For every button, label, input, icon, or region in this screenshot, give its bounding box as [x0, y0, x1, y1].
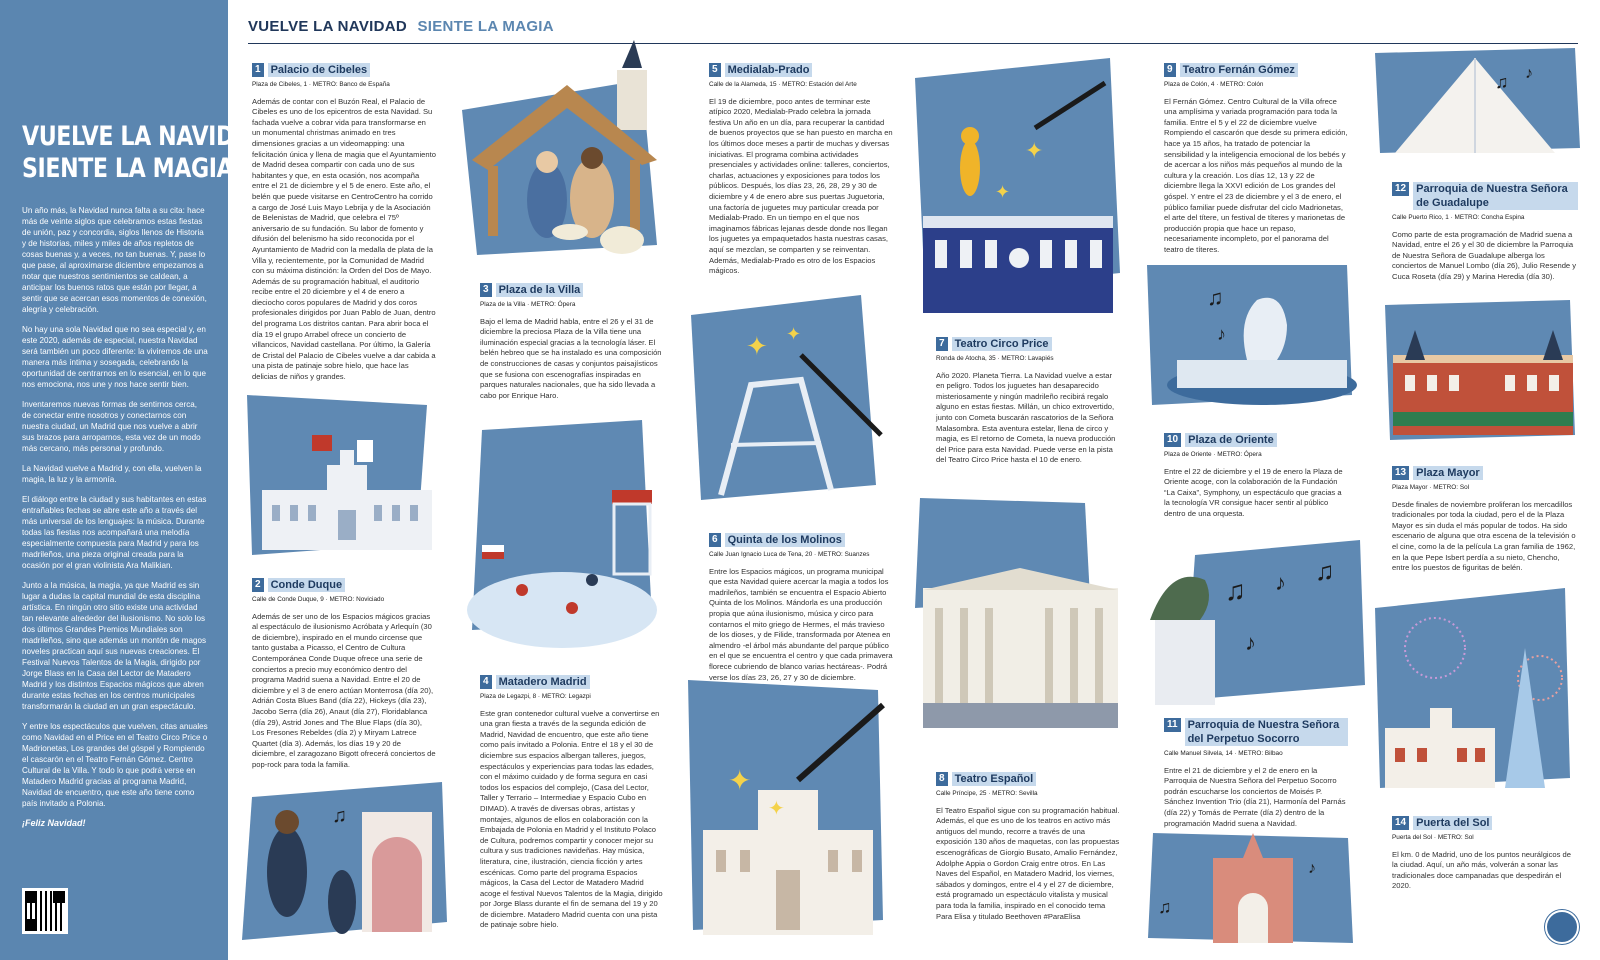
wand-building-icon — [688, 680, 895, 938]
section-name: Teatro Circo Price — [952, 337, 1052, 351]
section-text: Entre los Espacios mágicos, un programa municipal que esta Navidad quiere acercar la magia a todos los madrileños, también se encuentra el Espacio Abierto Quinta de los Molinos. Mándorla es una producción propia que aúna ilusionismo, música y circo para contarnos el mito griego de Hermes, el más travieso de los dioses, y de Filide, transformada por Atenea en almendro -el árbol más abundante del parque público en el que se encuentra el centro y que cada primavera florece cubriendo de blanco varias hectáreas-. Podrá verse los días 23, 26, 27 y 30 de diciembre. — [709, 566, 893, 682]
theatre-facade-icon — [915, 498, 1125, 730]
plaza-oriente-illustration — [1147, 265, 1372, 410]
section-address: Calle Puerto Rico, 1 · METRO: Concha Espina — [1392, 214, 1525, 221]
section-address: Calle de la Alameda, 15 · METRO: Estación del Arte — [709, 81, 857, 88]
svg-text:✦: ✦ — [1025, 138, 1044, 163]
section-address: Calle Manuel Silvela, 14 · METRO: Bilbao — [1164, 750, 1283, 757]
section-address: Calle de Conde Duque, 9 · METRO: Noviciado — [252, 596, 385, 603]
section-name: Teatro Español — [952, 772, 1037, 786]
guadalupe-illustration — [1375, 48, 1585, 160]
section-number: 4 — [480, 675, 492, 689]
section-number: 7 — [936, 337, 948, 351]
market-building-icon — [1385, 300, 1583, 450]
svg-text:♫: ♫ — [1158, 897, 1172, 917]
church-facade-icon — [1148, 833, 1363, 943]
section-name: Puerta del Sol — [1413, 816, 1492, 830]
section-name: Conde Duque — [268, 578, 346, 592]
svg-text:✦: ✦ — [746, 331, 768, 361]
statue-music-icon — [1147, 265, 1372, 410]
svg-text:♫: ♫ — [1225, 575, 1246, 606]
sidebar-paragraph: El diálogo entre la ciudad y sus habitantes en estas entrañables fechas se abre este año a través del más universal de los lenguajes: la música. Durante todas las fiestas nos acompañará una melodía especialmente compuesta para Madrid y para los madrileños, una pieza original creada para la ocasión por el gran violinista Ara Malikian. — [22, 495, 207, 570]
section-title — [1164, 63, 1348, 77]
nativity-scene-icon — [452, 20, 672, 268]
section-3 — [480, 283, 664, 401]
section-address: Ronda de Atocha, 35 · METRO: Lavapiés — [936, 355, 1054, 362]
section-text: El 19 de diciembre, poco antes de terminar este atípico 2020, Medialab-Prado celebra la jornada festiva Un año en un día, para recuperar la cantidad de buenos proyectos que se han puesto en marcha en los últimos doce meses a partir de muchas y diversas iniciativas. El programa combina actividades presenciales y actividades online: talleres, conciertos, charlas, actuaciones y exposiciones para todos los públicos. Después, los días 23, 26, 28, 29 y 30 de diciembre y 4 de enero abre sus puertas Juguetoria, una factoría de juguetes muy particular creada por Medialab-Prado. En un tiempo en el que nos imaginamos fábricas lejanas desde donde nos llegan los juguetes ya empaquetados hasta nuestras casas, aquí se mezclan, se comparten y se reinventan. Además, Medialab-Prado es otro de los Espacios mágicos. — [709, 96, 893, 276]
qr-code-icon — [25, 891, 65, 931]
section-12 — [1392, 182, 1578, 283]
cibeles-palace-illustration — [242, 395, 447, 565]
section-name: Plaza de la Villa — [496, 283, 584, 297]
svg-text:✦: ✦ — [786, 324, 802, 344]
section-text: Año 2020. Planeta Tierra. La Navidad vuelve a estar en peligro. Todos los juguetes han desaparecido misteriosamente y ningún madrileño recibirá regalo alguno en estas fiestas. Millán, un chico extrovertido, junto con Cometa buscarán rascatorios de la Señora Malasombra. Esta aventura estelar, llena de circo y magia, es El retorno de Cometa, la nueva producción del Price para esta Navidad. Puede verse en la pista del Teatro Circo Price hasta el 10 de enero. — [936, 370, 1116, 465]
section-text: Además de contar con el Buzón Real, el Palacio de Cibeles es uno de los epicentros de esta Navidad. Su fachada vuelve a cobrar vida para transformarse en un monumental christmas animado en tres dimensiones gracias a un videomapping: una felicitación única y llena de magia que el Ayuntamiento de Madrid desea compartir con cada uno de sus habitantes y que, en esta ocasión, nos acompaña entre el 21 de diciembre y el 5 de enero. Este año, el belén que puede visitarse en CentroCentro ha corrido a cargo de José Luis Mayo Lebrija y de la Asociación de Belenistas de Madrid, que celebra el 75º aniversario de su fundación. Su labor de fomento y difusión del belenismo ha sido reconocida por el Ayuntamiento de Madrid con la medalla de plata de la Villa y, recientemente, por la Comunidad de Madrid con su máxima distinción: la Orden del Dos de Mayo. Además de su programación habitual, el auditorio recibe entre el 20 diciembre y el 4 de enero a dieciocho coros populares de Madrid y dos coros profesionales dirigidos por Juan Pablo de Juan, dentro del programa Los distritos cantan. Para abrir boca el día 19 el grupo Arrabel ofrece un concierto de villancicos, Navidad castellana. Por último, la Galería de Cristal del Palacio de Cibeles vuelve a dar cabida a una pista de patinaje sobre hielo, que hace las delicias de niños y grandes. — [252, 96, 436, 382]
intro-sidebar — [0, 0, 277, 960]
section-name: Parroquia de Nuestra Señora de Guadalupe — [1413, 182, 1578, 210]
sidebar-title-line1: VUELVE LA NAVIDAD, — [22, 121, 277, 152]
svg-text:♫: ♫ — [1495, 72, 1509, 92]
circus-building-icon — [915, 58, 1125, 316]
section-number: 13 — [1392, 466, 1409, 480]
skating-rink-illustration — [462, 420, 672, 655]
section-title — [480, 283, 664, 297]
section-5 — [709, 63, 893, 277]
section-text: Además de ser uno de los Espacios mágicos gracias al espectáculo de ilusionismo Acróbata y Arlequín (30 de diciembre), inspirado en el mundo circense que tanto gustaba a Picasso, el Centro de Cultura Contemporánea Conde Duque ofrece una serie de conciertos a precio muy económico dentro del programa Madrid suena a Navidad. Entre el 20 de diciembre y el 3 de enero actúan Monterrosa (día 20), Adrián Costa Blues Band (día 22), Hickeys (día 23), Jacobo Serra (día 26), Anaut (día 27), Floridablanca (día 29), Astrid Jones and The Blue Flaps (día 30), Los Fresones Rebeldes (día 2) y Miryam Latrece Quartet (día 3). Además, los días 19 y 20 de diciembre, el zaragozano Bigott ofrecerá conciertos de pop-rock para toda la familia. — [252, 611, 436, 769]
section-14 — [1392, 816, 1578, 892]
section-13 — [1392, 466, 1578, 574]
section-name: Parroquia de Nuestra Señora del Perpetuo Socorro — [1185, 718, 1348, 746]
quinta-molinos-illustration — [688, 680, 895, 938]
fireworks-tree-icon — [1375, 588, 1585, 796]
section-number: 8 — [936, 772, 948, 786]
section-name: Plaza de Oriente — [1185, 433, 1277, 447]
teatro-espanol-illustration — [915, 498, 1125, 730]
magic-wand-tower-icon — [691, 295, 886, 505]
section-title — [252, 578, 436, 592]
church-music-icon — [1375, 48, 1585, 160]
svg-text:♪: ♪ — [1308, 860, 1316, 877]
section-number: 14 — [1392, 816, 1409, 830]
section-number: 1 — [252, 63, 264, 77]
section-name: Teatro Fernán Gómez — [1180, 63, 1298, 77]
section-title — [1392, 182, 1578, 210]
svg-text:♫: ♫ — [1315, 556, 1335, 586]
section-10 — [1164, 433, 1348, 520]
section-name: Medialab-Prado — [725, 63, 813, 77]
section-name: Plaza Mayor — [1413, 466, 1483, 480]
section-number: 5 — [709, 63, 721, 77]
svg-text:♪: ♪ — [1525, 65, 1533, 82]
section-title — [480, 675, 664, 689]
section-6 — [709, 533, 893, 683]
section-number: 12 — [1392, 182, 1409, 196]
section-8 — [936, 772, 1120, 922]
section-text: El Teatro Español sigue con su programación habitual. Además, el que es uno de los teatros en activo más antiguos del mundo, recorre a través de una exposición 130 años de maquetas, con las propuestas escenográficas de Giorgio Busato, Amalio Fernández, Adolphe Appia o Gordon Craig entre otros. En Las Naves del Español, en Matadero Madrid, los viernes, sábados y domingos, entre el 4 y el 27 de diciembre, está programado un espectáculo vitalista y musical para toda la familia, inspirado en el conocido tema Para Elisa y titulado Beethoven #ParaElisa — [936, 805, 1120, 921]
section-text: Como parte de esta programación de Madrid suena a Navidad, entre el 26 y el 30 de diciembre la Parroquia de Nuestra Señora de Guadalupe alberga los conciertos de Manuel Lombo (día 26), Julio Resende y Cuca Roseta (día 29) y Marina Heredia (día 30). — [1392, 229, 1577, 281]
header-part1: VUELVE LA NAVIDAD — [248, 18, 407, 35]
section-number: 9 — [1164, 63, 1176, 77]
musicians-illustration — [242, 782, 452, 940]
section-text: Entre el 22 de diciembre y el 19 de enero la Plaza de Oriente acoge, con la colaboración de la Fundación “La Caixa”, Symphony, un espectáculo que gracias a la tecnología VR consigue hacer sentir al público dentro de una orquesta. — [1164, 466, 1343, 518]
section-title — [709, 533, 893, 547]
section-name: Matadero Madrid — [496, 675, 590, 689]
svg-text:✦: ✦ — [728, 765, 752, 796]
section-title — [936, 337, 1120, 351]
header-rule — [248, 43, 1578, 44]
section-text: Este gran contenedor cultural vuelve a convertirse en una gran fiesta a través de la segunda edición de Madrid, Navidad de encuentro, que este año tiene como país invitado a Polonia. Entre el 18 y el 30 de diciembre sus espacios albergan talleres, juegos, espectáculos y experiencias para todas las edades, con el máximo cuidado y de forma segura en casi todos los espacios del complejo, (Casa del Lector, Taller y Terrario – Intermediae y Espacio Cubo en DIMAD). A través de diversas obras, artistas y montajes, algunos de ellos en colaboración con la Embajada de Polonia en Madrid y el Instituto Polaco de Cultura, podremos compartir y conocer mejor su cultura y sus tradiciones navideñas. Hay música, literatura, cine, ilustración, ciencia ficción y artes escénicas. Como parte del programa Espacios mágicos, la Casa del Lector de Matadero Madrid acoge el festival Nuevos Talentos de la Magia, dirigido por Jorge Blass durante el fin de semana del 19 y 20 de diciembre. Matadero Madrid cuenta con una pista de patinaje sobre hielo. — [480, 708, 663, 930]
section-title — [936, 772, 1120, 786]
svg-text:♫: ♫ — [1207, 285, 1224, 310]
section-7 — [936, 337, 1120, 466]
svg-text:♪: ♪ — [1275, 570, 1286, 595]
city-seal-icon — [1545, 910, 1579, 944]
horse-statue-icon — [1145, 540, 1365, 708]
section-text: Desde finales de noviembre proliferan los mercadillos tradicionales por toda la ciudad, pero el de la Plaza Mayor es sin duda el más popular de todos. Ha sido escenario de alguna que otra escena de la televisión o el cine, como la de la película La gran familia de 1962, en la que Pepe Isbert perdía a su nieto, Chencho, entre los puestos de figuritas de belén. — [1392, 499, 1576, 573]
section-title — [252, 63, 436, 77]
section-title — [1392, 816, 1578, 830]
svg-text:♪: ♪ — [1245, 630, 1256, 655]
section-name: Quinta de los Molinos — [725, 533, 845, 547]
section-address: Plaza de Cibeles, 1 · METRO: Banco de España — [252, 81, 390, 88]
section-number: 2 — [252, 578, 264, 592]
section-address: Plaza Mayor · METRO: Sol — [1392, 484, 1470, 491]
equestrian-statue-illustration — [1145, 540, 1365, 708]
section-title — [1164, 718, 1348, 746]
section-text: Bajo el lema de Madrid habla, entre el 26 y el 31 de diciembre la preciosa Plaza de la Villa tiene una iluminación especial gracias a la tecnología láser. El belén hebreo que se ha instalado es una composición de construcciones de casas y conjuntos paisajísticos que se fusiona con escenografías inspiradas en parques naturales nacionales, que ha sido llevada a cabo por Enrique Haro. — [480, 316, 662, 400]
sidebar-closing: ¡Feliz Navidad! — [22, 818, 86, 828]
svg-text:♪: ♪ — [1217, 324, 1226, 344]
sidebar-paragraph: Y entre los espectáculos que vuelven, citas anuales como Navidad en el Price en el Teatro Circo Price o Madrionetas, Los grandes del góspel y Rompiendo el cascarón en el Teatro Fernán Gómez. Centro Cultural de la Villa. Y todo lo que podrá verse en Matadero Madrid gracias al programa Madrid, Navidad de encuentro, que este año tiene como país invitado a Polonia. — [22, 722, 208, 808]
section-2 — [252, 578, 436, 771]
violinist-arch-icon — [242, 782, 452, 940]
section-text: El Fernán Gómez. Centro Cultural de la Villa ofrece una amplísima y variada programación para toda la familia. Entre el 5 y el 22 de diciembre vuelve Rompiendo el cascarón que desde su primera edición, hace ya 15 años, ha tratado de potenciar la sensibilidad y la inteligencia emocional de los bebés y de acercar a los niños más pequeños al mundo de la cultura y la creación. Los días 12, 13 y 22 de diciembre llega la XXVI edición de Los grandes del góspel. Y entre el 23 de diciembre y el 3 de enero, el público familiar puede disfrutar del ciclo Madrionetas, el arte del títere, un festival de títeres y marionetas de producción propia que hace un repaso, necesariamente incompleto, por el panorama del teatro de títeres. — [1164, 96, 1348, 254]
section-number: 3 — [480, 283, 492, 297]
section-number: 11 — [1164, 718, 1181, 732]
palace-building-icon — [242, 395, 447, 565]
perpetuo-socorro-illustration — [1148, 833, 1363, 943]
medialab-illustration — [691, 295, 886, 505]
section-address: Plaza de Oriente · METRO: Ópera — [1164, 451, 1262, 458]
header-part2: SIENTE LA MAGIA — [417, 18, 554, 35]
sidebar-paragraph: No hay una sola Navidad que no sea especial y, en este 2020, además de especial, nuestra Navidad será también un poco diferente: la viviremos de una manera más íntima y sosegada, celebrando la oportunidad de centrarnos en lo esencial, en lo que nos emociona, nos une y nos hace sentir bien. — [22, 325, 208, 389]
section-title — [709, 63, 893, 77]
sidebar-body — [22, 205, 208, 838]
section-text: Entre el 21 de diciembre y el 2 de enero en la Parroquia de Nuestra Señora del Perpetuo Socorro podrán escucharse los conciertos de Moisés P. Sánchez Invention Trio (día 21), Harmonía del Parnás (día 22) y Tomás de Perrate (día 2) dentro de la programación Madrid suena a Navidad. — [1164, 765, 1346, 828]
section-number: 10 — [1164, 433, 1181, 447]
section-address: Puerta del Sol · METRO: Sol — [1392, 834, 1474, 841]
section-address: Calle Príncipe, 25 · METRO: Sevilla — [936, 790, 1038, 797]
section-address: Plaza de Colón, 4 · METRO: Colón — [1164, 81, 1264, 88]
section-4 — [480, 675, 664, 931]
section-address: Plaza de la Villa · METRO: Ópera — [480, 301, 576, 308]
ice-skaters-icon — [462, 420, 672, 655]
section-11 — [1164, 718, 1348, 829]
section-text: El km. 0 de Madrid, uno de los puntos neurálgicos de la ciudad. Aquí, un año más, volverán a sonar las tradicionales doce campanadas que despedirán el 2020. — [1392, 849, 1571, 891]
svg-text:♫: ♫ — [332, 805, 347, 827]
svg-text:✦: ✦ — [995, 182, 1011, 202]
section-address: Plaza de Legazpi, 8 · METRO: Legazpi — [480, 693, 591, 700]
section-1 — [252, 63, 436, 383]
puerta-sol-illustration — [1375, 588, 1585, 796]
plaza-mayor-illustration — [1385, 300, 1583, 450]
svg-text:✦: ✦ — [768, 798, 785, 820]
section-9 — [1164, 63, 1348, 256]
nativity-illustration — [452, 20, 672, 268]
sidebar-paragraph: La Navidad vuelve a Madrid y, con ella, vuelven la magia, la luz y la armonía. — [22, 464, 202, 484]
qr-code[interactable] — [22, 888, 68, 934]
section-number: 6 — [709, 533, 721, 547]
sidebar-title — [22, 121, 277, 185]
circo-price-illustration — [915, 58, 1125, 316]
section-title — [1164, 433, 1348, 447]
sidebar-paragraph: Un año más, la Navidad nunca falta a su cita: hace más de veinte siglos que celebramos estas fiestas de unión, paz y concordia, siglos llenos de Historia y de historias, miles y miles de años repletos de cosas buenas y, a veces, no tan buenas. Y, pase lo que pase, al aproximarse diciembre empezamos a notar que nuestros sentimientos se caldean, a anticipar los buenos ratos que están por llegar, a sentir que se acercan esos momentos de conexión, alegría y celebración. — [22, 206, 207, 314]
sidebar-title-line2: SIENTE LA MAGIA — [22, 153, 234, 184]
section-name: Palacio de Cibeles — [268, 63, 371, 77]
sidebar-paragraph: Junto a la música, la magia, ya que Madrid es sin lugar a dudas la capital mundial de esta disciplina artística. En ningún otro sitio existe una actividad tan relevante alrededor del ilusionismo. No solo los dos últimos Grandes Premios Mundiales son madrileños, sino que además un montón de magos noveles practican aquí sus nuevas creaciones. El Festival Nuevos Talentos de la Magia, dirigido por Jorge Blass en la Casa del Lector de Matadero Madrid y los distintos Espacios mágicos que abren durante estas fechas en los centros municipales transformarán la ciudad en un gran espectáculo. — [22, 581, 207, 711]
sidebar-paragraph: Inventaremos nuevas formas de sentirnos cerca, de conectar entre nosotros y conectarnos con nuestra ciudad, un Madrid que nos vuelve a abrir sus brazos para arroparnos, esta vez de un modo más cercano, más personal y profundo. — [22, 400, 201, 453]
section-address: Calle Juan Ignacio Luca de Tena, 20 · METRO: Suanzes — [709, 551, 870, 558]
section-title — [1392, 466, 1578, 480]
